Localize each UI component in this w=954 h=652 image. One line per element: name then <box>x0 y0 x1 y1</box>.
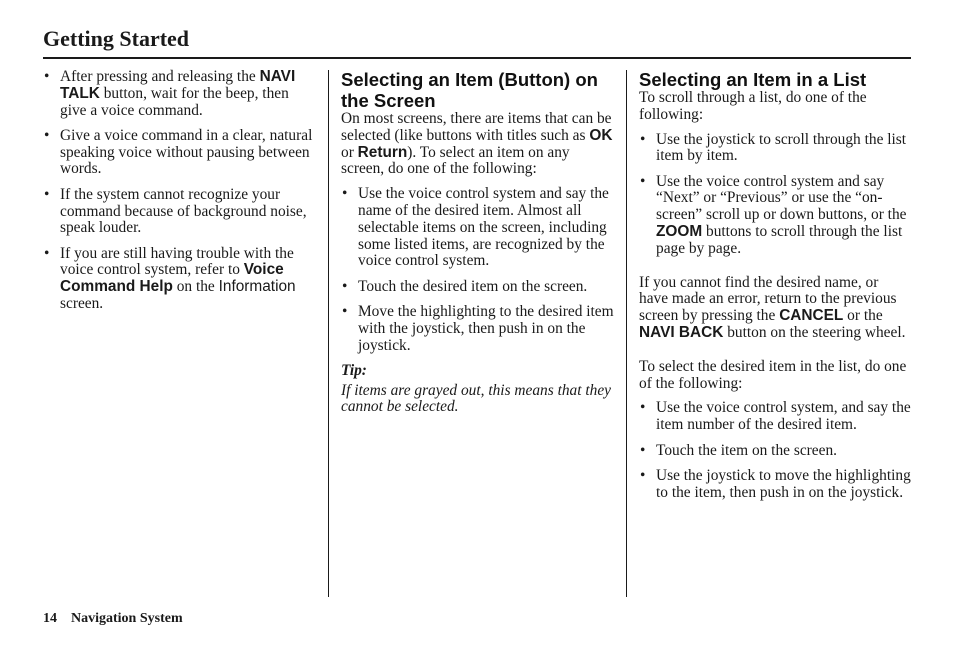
list-item: • Move the highlighting to the desired item with the joystick, then push in on the joystick. <box>341 304 615 354</box>
cancel-paragraph: If you cannot find the desired name, or have made an error, return to the previous screen by pressing the CANCEL or the NAVI BACK button on the steering wheel. <box>639 273 906 342</box>
column-2 <box>341 69 615 416</box>
list-item: • Give a voice command in a clear, natural speaking voice without pausing between words. <box>43 128 315 178</box>
select-button-methods-list <box>341 186 615 354</box>
page-number: 14 <box>43 611 57 626</box>
column-3 <box>639 69 911 510</box>
page-title: Getting Started <box>43 26 190 51</box>
list-item: • Touch the item on the screen. <box>639 443 911 460</box>
list-item: • Use the joystick to scroll through the list item by item. <box>639 132 911 166</box>
return-term: Return <box>357 143 408 161</box>
navi-talk-term: NAVI TALK <box>60 68 296 102</box>
select-item-paragraph: To select the desired item in the list, do one of the following: <box>639 357 907 392</box>
list-item: • Touch the desired item on the screen. <box>341 279 615 296</box>
list-item: • If the system cannot recognize your command because of background noise, speak louder. <box>43 187 315 237</box>
section-heading-select-button: Selecting an Item (Button) on the Screen <box>341 69 598 111</box>
tip-text: If items are grayed out, this means that they cannot be selected. <box>341 381 612 416</box>
select-item-methods-list <box>639 400 911 501</box>
column-1 <box>43 69 315 321</box>
list-item: • Use the voice control system and say the name of the desired item. Almost all selectable items on the screen, including some listed items, are recognized by the voice control system. <box>341 186 615 270</box>
list-item: • After pressing and releasing the NAVI TALK button, wait for the beep, then give a voice command. <box>43 69 315 119</box>
section-intro: On most screens, there are items that can be selected (like buttons with titles such as OK or Return). To select an item on any screen, do one of the following: <box>341 110 613 178</box>
zoom-term: ZOOM <box>656 223 703 241</box>
list-item: • Use the voice control system, and say the item number of the desired item. <box>639 400 911 434</box>
list-item: • If you are still having trouble with the voice control system, refer to Voice Command Help on the Information screen. <box>43 246 315 313</box>
navi-back-term: NAVI BACK <box>639 324 724 342</box>
tip-label: Tip: <box>341 361 367 379</box>
ok-term: OK <box>589 126 613 144</box>
column-divider-2 <box>626 70 627 597</box>
section-intro: To scroll through a list, do one of the following: <box>639 89 867 123</box>
column-divider-1 <box>328 70 329 597</box>
scroll-methods-list <box>639 132 911 258</box>
footer-label: Navigation System <box>71 611 183 626</box>
list-item: • Use the voice control system and say “Next” or “Previous” or use the “on-screen” scroll up or down buttons, or the ZOOM buttons to scroll through the list page by page. <box>639 174 911 258</box>
section-heading-select-list: Selecting an Item in a List <box>639 69 867 90</box>
information-term: Information <box>218 278 296 296</box>
list-item: • Use the joystick to move the highlighting to the item, then push in on the joystick. <box>639 468 911 502</box>
page-footer <box>43 611 183 627</box>
voice-command-help-term: Voice Command Help <box>60 261 284 296</box>
title-rule <box>43 57 911 59</box>
cancel-term: CANCEL <box>779 307 844 325</box>
voice-tips-list <box>43 69 315 313</box>
